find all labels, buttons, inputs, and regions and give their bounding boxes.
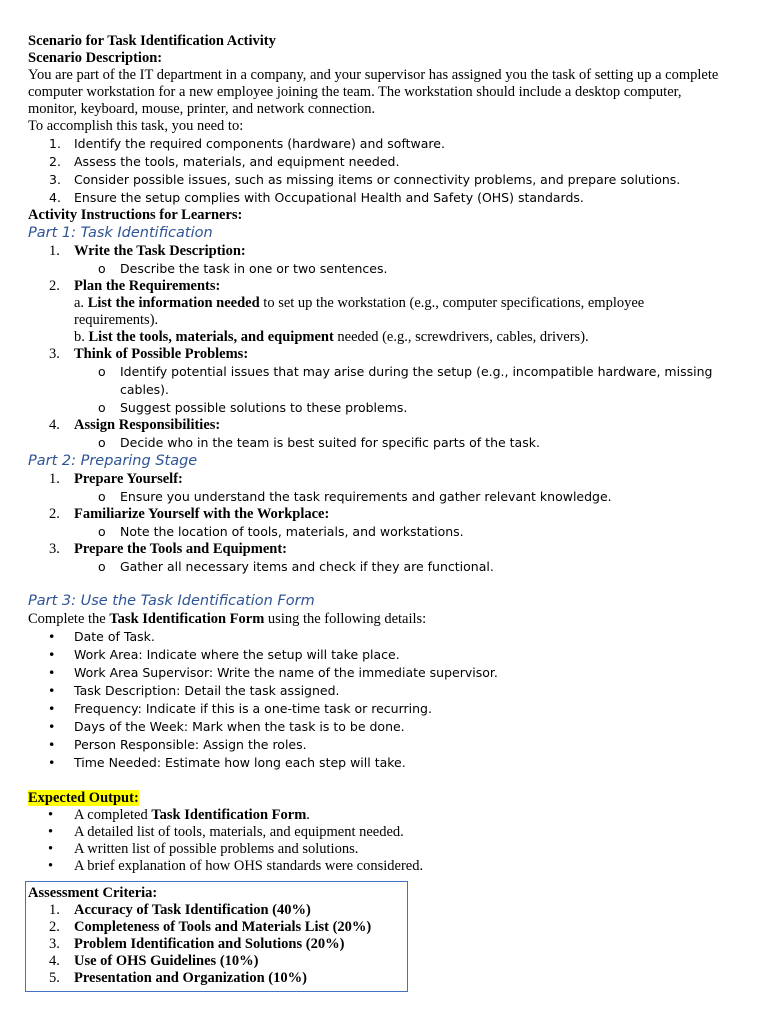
- part1-heading: Part 1: Task Identification: [28, 225, 213, 241]
- part3-heading: Part 3: Use the Task Identification Form: [28, 593, 315, 609]
- part1-step2-b: b. List the tools, materials, and equipment needed (e.g., screwdrivers, cables, drivers).: [74, 329, 589, 345]
- accomplish-item: 4. Ensure the setup complies with Occupational Health and Safety (OHS) standards.: [49, 190, 584, 205]
- part1-step: 4. Assign Responsibilities:: [49, 417, 221, 433]
- scenario-heading: Scenario Description:: [28, 50, 163, 66]
- part1-substep: o Suggest possible solutions to these problems.: [98, 400, 408, 415]
- document-title: Scenario for Task Identification Activity: [28, 33, 276, 49]
- assessment-item: 2. Completeness of Tools and Materials List (20%): [49, 919, 372, 935]
- instructions-heading: Activity Instructions for Learners:: [28, 207, 243, 223]
- form-detail-item: • Work Area: Indicate where the setup will take place.: [48, 647, 400, 662]
- assessment-item: 5. Presentation and Organization (10%): [49, 970, 307, 986]
- part2-substep: o Ensure you understand the task requirements and gather relevant knowledge.: [98, 489, 612, 504]
- part1-step: 2. Plan the Requirements:: [49, 278, 221, 294]
- part2-step: 3. Prepare the Tools and Equipment:: [49, 541, 287, 557]
- document-page: [28, 33, 728, 875]
- part2-substep: o Gather all necessary items and check if they are functional.: [98, 559, 494, 574]
- scenario-text: You are part of the IT department in a company, and your supervisor has assigned you the task of setting up a complete computer workstation for a new employee joining the team. The workstation should include a desktop computer, monitor, keyboard, mouse, printer, and network connection.: [28, 67, 719, 117]
- part1-step: 1. Write the Task Description:: [49, 243, 246, 259]
- accomplish-intro: To accomplish this task, you need to:: [28, 118, 244, 134]
- accomplish-item: 3. Consider possible issues, such as missing items or connectivity problems, and prepare solutions.: [49, 172, 681, 187]
- part2-heading: Part 2: Preparing Stage: [28, 453, 198, 469]
- part1-step2-a: a. List the information needed to set up the workstation (e.g., computer specifications, employee requirements).: [74, 295, 645, 328]
- part1-step: 3. Think of Possible Problems:: [49, 346, 249, 362]
- expected-output-heading: Expected Output:: [28, 790, 139, 806]
- part1-substep: o Identify potential issues that may arise during the setup (e.g., incompatible hardware, missing cables).: [98, 364, 713, 397]
- accomplish-item: 2. Assess the tools, materials, and equipment needed.: [49, 154, 400, 169]
- form-detail-item: • Time Needed: Estimate how long each step will take.: [48, 755, 406, 770]
- form-detail-item: • Task Description: Detail the task assigned.: [48, 683, 340, 698]
- part1-substep: o Decide who in the team is best suited for specific parts of the task.: [98, 435, 540, 450]
- part3-intro: Complete the Task Identification Form using the following details:: [28, 611, 427, 627]
- form-detail-item: • Days of the Week: Mark when the task is to be done.: [48, 719, 405, 734]
- part1-substep: o Describe the task in one or two sentences.: [98, 261, 388, 276]
- part2-step: 1. Prepare Yourself:: [49, 471, 183, 487]
- part2-step: 2. Familiarize Yourself with the Workplace:: [49, 506, 330, 522]
- expected-output-item: • A brief explanation of how OHS standards were considered.: [48, 858, 424, 874]
- accomplish-item: 1. Identify the required components (hardware) and software.: [49, 136, 445, 151]
- form-detail-item: • Work Area Supervisor: Write the name of the immediate supervisor.: [48, 665, 498, 680]
- part2-substep: o Note the location of tools, materials, and workstations.: [98, 524, 464, 539]
- expected-output-item: • A detailed list of tools, materials, and equipment needed.: [48, 824, 404, 840]
- expected-output-item: • A written list of possible problems and solutions.: [48, 841, 359, 857]
- form-detail-item: • Frequency: Indicate if this is a one-time task or recurring.: [48, 701, 432, 716]
- form-detail-item: • Date of Task.: [48, 629, 155, 644]
- form-detail-item: • Person Responsible: Assign the roles.: [48, 737, 307, 752]
- assessment-heading: Assessment Criteria:: [28, 885, 158, 901]
- assessment-item: 3. Problem Identification and Solutions (20%): [49, 936, 345, 952]
- assessment-item: 4. Use of OHS Guidelines (10%): [49, 953, 259, 969]
- expected-output-item: • A completed Task Identification Form.: [48, 807, 310, 823]
- assessment-criteria-box: [25, 881, 408, 992]
- assessment-item: 1. Accuracy of Task Identification (40%): [49, 902, 311, 918]
